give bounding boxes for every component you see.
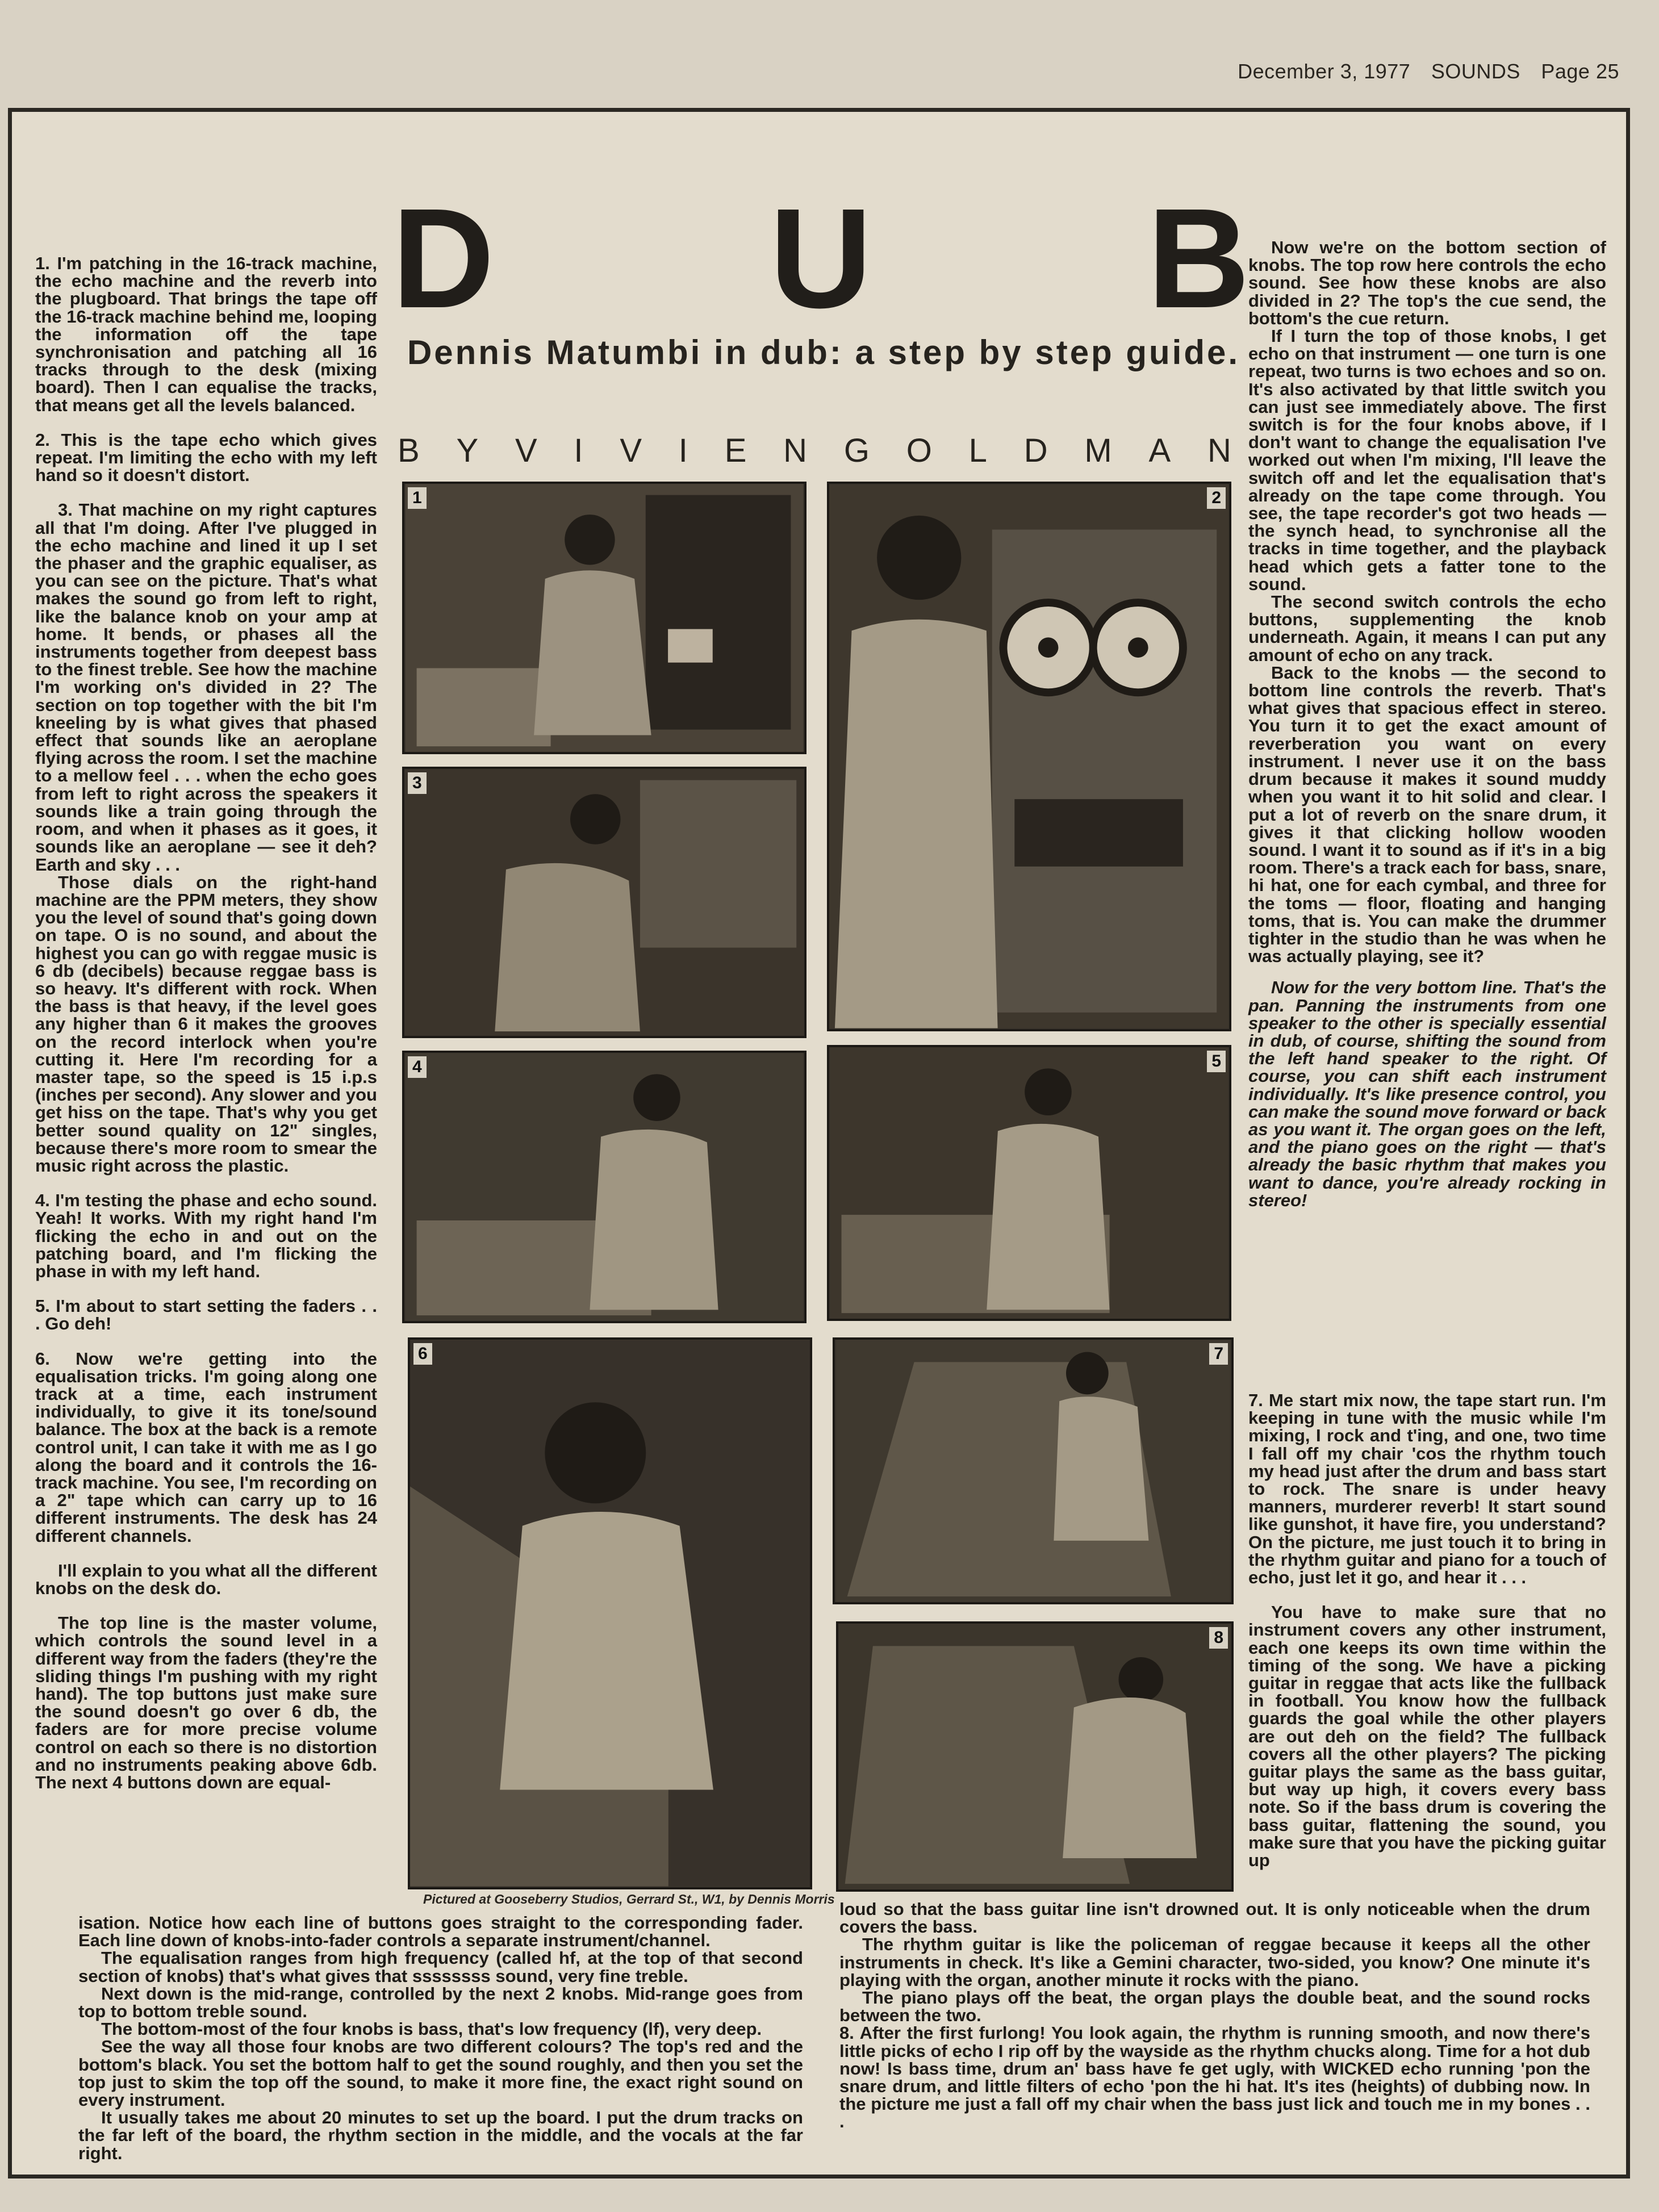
- masthead: [1223, 60, 1619, 83]
- byline-letter: E: [724, 432, 748, 469]
- photo-6-number: 6: [413, 1343, 432, 1365]
- paragraph: See the way all those four knobs are two different colours? The top's red and the bottom's black. You set the bottom half to get the sound roughly, and then you set the top just to skim the top off the sound, to make it more fine, the exact right sound on every instrument.: [78, 2037, 803, 2110]
- photo-7-image: [835, 1340, 1231, 1602]
- left-column: [35, 254, 377, 1791]
- photo-caption: Pictured at Gooseberry Studios, Gerrard St., W1, by Dennis Morris: [423, 1892, 835, 1906]
- paragraph: 3. That machine on my right captures all that I'm doing. After I've plugged in the echo machine and lined it up I set the phaser and the graphic equaliser, as you can see on the picture. That's what makes the sound go from left to right, like the balance knob on your amp at home. It bends, or phases all the instruments together from deepest bass to the finest treble. See how the machine I'm working on's divided in 2? The section on top together with the bit I'm kneeling by is what gives that phased effect that sounds like an aeroplane flying across the room. I set the machine to a mellow feel . . . when the echo goes from left to right across the speakers it sounds like a train going through the room, and when it phases as it goes, it sounds like an aeroplane — see it deh? Earth and sky . . .: [35, 500, 377, 875]
- paragraph: Next down is the mid-range, controlled by the next 2 knobs. Mid-range goes from top to bottom treble sound.: [78, 1983, 803, 2022]
- masthead-page: Page 25: [1541, 60, 1619, 83]
- paragraph: 1. I'm patching in the 16-track machine, the echo machine and the reverb into the plugboard. That brings the tape off the 16-track machine behind me, looping the information off the tape synchronisation and patching all 16 tracks through to the desk (mixing board). Then I can equalise the tracks, that means get all the levels balanced.: [35, 253, 377, 415]
- photo-8: [836, 1621, 1234, 1892]
- right-column: [1248, 239, 1606, 1209]
- paragraph: The bottom-most of the four knobs is bass, that's low frequency (lf), very deep.: [101, 2019, 762, 2039]
- photo-3-image: [404, 769, 804, 1036]
- byline: [398, 432, 1232, 470]
- paragraph: Those dials on the right-hand machine are the PPM meters, they show you the level of sound that's going down on tape. O is no sound, and about the highest you can go with reggae music is 6 db (decibels) because reggae bass is so heavy. It's different with rock. When the bass is that heavy, if the level goes any higher than 6 it makes the grooves on the record interlock when you're cutting it. Here I'm recording for a master tape, so the speed is 15 i.p.s (inches per second). Any slower and you get hiss on the tape. That's why you get better sound quality on 12" singles, because there's more room to smear the music right across the plastic.: [35, 872, 377, 1176]
- byline-letter: A: [1148, 432, 1172, 469]
- masthead-publication: SOUNDS: [1431, 60, 1520, 83]
- right-column-lower: [1248, 1391, 1606, 1869]
- byline-letter: I: [574, 432, 584, 469]
- photo-2-image: [829, 484, 1229, 1029]
- paragraph: 7. Me start mix now, the tape start run. I'm keeping in tune with the music while I'm mixing, I rock and t'ing, and one, two time I fall off my chair 'cos the rhythm touch my head just after the drum and bass start to rock. The snare is under heavy manners, murderer reverb! It start sound like gunshot, it have fire, you understand? On the picture, me just touch it to bring in the rhythm guitar and piano for a touch of echo, just let it go, and hear it . . .: [1248, 1390, 1606, 1588]
- paragraph: 5. I'm about to start setting the faders . . . Go deh!: [35, 1296, 377, 1334]
- photo-3-number: 3: [408, 772, 427, 794]
- paragraph: The piano plays off the beat, the organ plays the double beat, and the sound rocks between the two.: [839, 1988, 1590, 2026]
- byline-letter: I: [678, 432, 689, 469]
- photo-4-image: [404, 1053, 804, 1321]
- byline-letter: V: [515, 432, 538, 469]
- photo-5-number: 5: [1207, 1051, 1226, 1072]
- photo-3: [402, 767, 806, 1038]
- paragraph: 6. Now we're getting into the equalisation tricks. I'm going along one track at a time, each instrument individually, to give it its tone/sound balance. The box at the back is a remote control unit, I can take it with me as I go along the board and it controls the 16-track machine. You see, I'm recording on a 2" tape which can carry up to 16 different instruments. The desk has 24 different channels.: [35, 1348, 377, 1546]
- paragraph: 4. I'm testing the phase and echo sound. Yeah! It works. With my right hand I'm flicking the echo in and out on the patching board, and I'm flicking the phase in with my left hand.: [35, 1190, 377, 1281]
- paragraph: 2. This is the tape echo which gives repeat. I'm limiting the echo with my left hand so it doesn't distort.: [35, 429, 377, 486]
- photo-2: [827, 482, 1231, 1031]
- paragraph: I'll explain to you what all the different knobs on the desk do.: [35, 1560, 377, 1599]
- byline-letter: D: [1023, 432, 1049, 469]
- byline-letter: V: [620, 432, 643, 469]
- photo-1-number: 1: [408, 487, 427, 509]
- title-letter-d: D: [392, 179, 495, 337]
- paragraph: It usually takes me about 20 minutes to set up the board. I put the drum tracks on the far left of the board, the rhythm section in the middle, and the vocals at the far right.: [78, 2108, 803, 2163]
- photo-1-image: [404, 484, 804, 752]
- paragraph: The top line is the master volume, which controls the sound level in a different way from the faders (they're the sliding things I'm pushing with my right hand). The top buttons just make sure the sound doesn't go over 6 db, the faders are for more precise volume control on each so there is no distortion and no instruments peaking above 6db. The next 4 buttons down are equal-: [35, 1613, 377, 1793]
- paragraph: loud so that the bass guitar line isn't drowned out. It is only noticeable when the drum covers the bass.: [839, 1899, 1590, 1937]
- byline-letter: B: [398, 432, 421, 469]
- paragraph: 8. After the first furlong! You look again, the rhythm is running smooth, and now there's little picks of echo I rip off by the wayside as the rhythm chucks along. Time for a hot dub now! Is bass time, drum an' bass have fe get ugly, with WICKED echo running 'pon the snare drum, and little filters of echo 'pon the hi hat. It's ites (heights) of dubbing now. In the picture me just a fall off my chair when the bass just lick and touch me in my bones . . .: [839, 2023, 1590, 2132]
- paragraph: Back to the knobs — the second to bottom line controls the reverb. That's what gives that spacious effect in stereo. You turn it to get the exact amount of reverberation you want on every instrument. I never use it on the bass drum because it makes it sound muddy when you want it to hit solid and clear. I put a lot of reverb on the snare drum, it gives it that clicking hollow wooden sound. I want it to sound as if it's in a big room. There's a track each for bass, snare, hi hat, one for each cymbal, and three for the toms — floor, floating and hanging toms, that is. You can make the drummer tighter in the studio than he was when he was actually playing, see it?: [1248, 662, 1606, 967]
- photo-7: [833, 1337, 1234, 1604]
- title-letter-u: U: [770, 179, 872, 337]
- photo-6-image: [410, 1340, 810, 1887]
- photo-2-number: 2: [1207, 487, 1226, 509]
- photo-4: [402, 1051, 806, 1323]
- photo-5-image: [829, 1047, 1229, 1319]
- paragraph: The rhythm guitar is like the policeman of reggae because it keeps all the other instruments in check. It's like a Gemini character, two-sided, you know? One minute it's playing with the organ, another minute it rocks with the piano.: [839, 1934, 1590, 1990]
- byline-letter: O: [906, 432, 933, 469]
- bottom-right-column: [839, 1900, 1590, 2131]
- photo-4-number: 4: [408, 1056, 427, 1078]
- paragraph: The second switch controls the echo buttons, supplementing the knob underneath. Again, it means I can put any amount of echo on any track.: [1248, 592, 1606, 665]
- photo-8-image: [838, 1624, 1231, 1889]
- photo-1: [402, 482, 806, 754]
- photo-6: [408, 1337, 812, 1889]
- paragraph: The equalisation ranges from high frequency (called hf, at the top of that second section of knobs) that's what gives that ssssssss sound, very fine treble.: [78, 1948, 803, 1986]
- byline-letter: Y: [456, 432, 480, 469]
- photo-7-number: 7: [1209, 1343, 1228, 1365]
- photo-8-number: 8: [1209, 1627, 1228, 1649]
- byline-letter: N: [783, 432, 809, 469]
- paragraph: If I turn the top of those knobs, I get echo on that instrument — one turn is one repeat, two turns is two echoes and so on. It's also activated by that little switch you can just see immediately above. The first switch is for the four knobs above, if I don't want to change the equalisation I've worked out when I'm mixing, I'll leave the switch off and let the equalisation that's already on the tape come through. You see, the tape recorder's got two heads — the synch head, to synchronise all the tracks in time together, and the playback head which gets a fatter tone to the sound.: [1248, 326, 1606, 594]
- paragraph: Now we're on the bottom section of knobs. The top row here controls the echo sound. See how these knobs are also divided in 2? The top's the cue send, the bottom's the cue return.: [1248, 237, 1606, 328]
- paragraph: You have to make sure that no instrument covers any other instrument, each one keeps its own time within the timing of the song. We have a picking guitar in reggae that acts like the fullback in football. You know how the fullback guards the goal while the other players are out deh on the field? The fullback covers all the other players? The picking guitar plays the same as the bass guitar, but way up high, it covers every bass note. So if the bass drum is covering the bass guitar, flattening the sound, you make sure that you have the picking guitar up: [1248, 1602, 1606, 1871]
- paragraph: isation. Notice how each line of buttons goes straight to the corresponding fader. Each line down of knobs-into-fader controls a separate instrument/channel.: [78, 1913, 803, 1951]
- article-subtitle: Dennis Matumbi in dub: a step by step guide.: [407, 333, 1240, 371]
- paragraph: Now for the very bottom line. That's the pan. Panning the instruments from one speaker to the other is specially essential in dub, of course, shifting the sound from the left hand speaker to the right. Of course, you can shift each instrument individually. It's like presence control, you can make the sound move forward or back as you want it. The organ goes on the left, and the piano goes on the right — that's already the basic rhythm that makes you want to dance, you're already rocking in stereo!: [1248, 977, 1606, 1210]
- byline-letter: G: [843, 432, 871, 469]
- byline-letter: N: [1207, 432, 1232, 469]
- masthead-date: December 3, 1977: [1238, 60, 1411, 83]
- photo-5: [827, 1045, 1231, 1321]
- byline-letter: M: [1084, 432, 1113, 469]
- bottom-left-column: [78, 1914, 803, 2162]
- title-letter-b: B: [1147, 179, 1250, 337]
- byline-letter: L: [968, 432, 988, 469]
